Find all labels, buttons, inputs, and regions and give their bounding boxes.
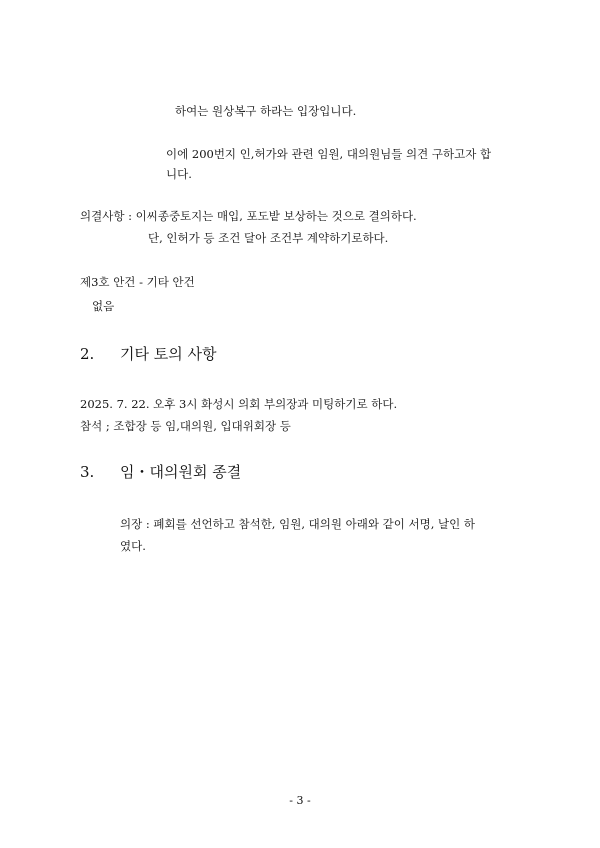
section2-line-2: 참석 ; 조합장 등 임,대의원, 입대위회장 등	[80, 419, 291, 433]
section2-title: 기타 토의 사항	[120, 345, 217, 363]
section3-number: 3.	[80, 463, 95, 481]
section2-number: 2.	[80, 345, 95, 363]
section2-line-1: 2025. 7. 22. 오후 3시 화성시 의회 부의장과 미팅하기로 하다.	[80, 397, 398, 411]
page-number: - 3 -	[289, 794, 311, 807]
resolution-line-2: 단, 인허가 등 조건 달아 조건부 계약하기로하다.	[148, 231, 389, 245]
section3-line-1: 의장 : 폐회를 선언하고 참석한, 임원, 대의원 아래와 같이 서명, 날인 하	[120, 517, 475, 531]
resolution-line-1: 의결사항 : 이씨종중토지는 매입, 포도밭 보상하는 것으로 결의하다.	[80, 209, 417, 223]
section3-title: 임・대의원회 종결	[120, 463, 242, 481]
opinion-request-line-2: 니다.	[166, 167, 192, 181]
restore-position-line: 하여는 원상복구 하라는 입장입니다.	[175, 104, 357, 118]
agenda3-title: 제3호 안건 - 기타 안건	[80, 275, 195, 289]
opinion-request-line-1: 이에 200번지 인,허가와 관련 임원, 대의원님들 의견 구하고자 합	[166, 147, 492, 161]
section3-line-2: 였다.	[120, 539, 146, 553]
agenda3-body: 없음	[92, 299, 115, 313]
